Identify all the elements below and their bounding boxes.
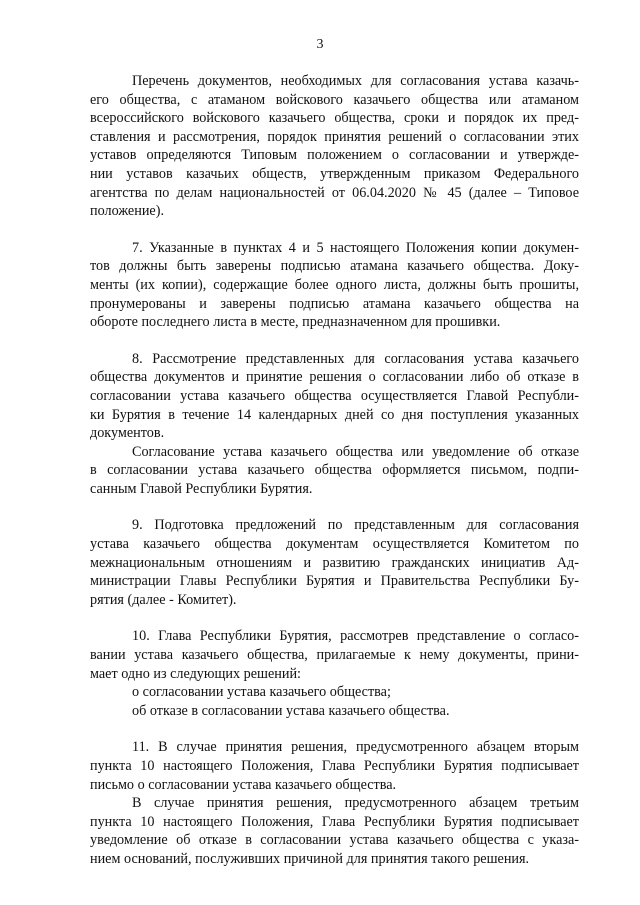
text-line: мает одно из следующих решений: [90, 665, 301, 682]
text-line: обороте последнего листа в месте, предназначенном для прошивки. [90, 314, 501, 331]
text-line: документов. [90, 425, 165, 442]
paragraph-item-9 [90, 516, 579, 609]
text-line: письмо о согласовании устава казачьего общества. [90, 776, 397, 793]
text-line: 8. Рассмотрение представленных для согласования устава казачьего [132, 350, 579, 367]
paragraph-item-11-refusal [90, 794, 579, 868]
paragraph-item-8 [90, 350, 579, 443]
paragraph-item-7 [90, 239, 579, 332]
text-line: в согласовании устава казачьего общества оформляется письмом, подпи- [90, 462, 579, 479]
paragraph-document-list [90, 72, 579, 221]
text-line: о согласовании устава казачьего общества; [132, 684, 391, 701]
text-line: уведомление об отказе в согласовании устава казачьего общества с указа- [90, 832, 579, 849]
text-line: ки Бурятия в течение 14 календарных дней со дня поступления указанных [90, 406, 579, 423]
text-line: межнациональным отношениям и развитию гражданских инициатив Ад- [90, 554, 579, 571]
text-line: пункта 10 настоящего Положения, Глава Республики Бурятия подписывает [90, 813, 579, 830]
list-item-refuse [90, 702, 579, 721]
text-line: министрации Главы Республики Бурятия и Правительства Республики Бу- [90, 573, 579, 590]
text-line: Согласование устава казачьего общества или уведомление об отказе [132, 443, 579, 460]
text-line: ставления и рассмотрения, порядок принятия решений о согласовании этих [90, 128, 579, 145]
text-line: его общества, с атаманом войскового казачьего общества или атаманом [90, 91, 579, 108]
text-line: пронумерованы и заверены подписью атамана казачьего общества на [90, 295, 579, 312]
text-line: согласовании устава казачьего общества осуществляется Главой Республи- [90, 387, 579, 404]
text-line: Перечень документов, необходимых для согласования устава казачь- [132, 73, 579, 89]
text-line: общества документов и принятие решения о согласовании либо об отказе в [90, 369, 579, 386]
text-line: агентства по делам национальностей от 06.04.2020 № 45 (далее – Типовое [90, 184, 579, 201]
text-line: пункта 10 настоящего Положения, Глава Республики Бурятия подписывает [90, 758, 579, 774]
text-line: уставов определяются Типовым положением о согласовании и утвержде- [90, 147, 579, 164]
text-line: 10. Глава Республики Бурятия, рассмотрев представление о согласо- [132, 628, 579, 645]
text-line: 11. В случае принятия решения, предусмотренного абзацем вторым [132, 739, 579, 756]
paragraph-item-10 [90, 627, 579, 683]
text-line: об отказе в согласовании устава казачьего общества. [132, 702, 450, 719]
text-line: 7. Указанные в пунктах 4 и 5 настоящего Положения копии докумен- [132, 239, 579, 256]
text-line: В случае принятия решения, предусмотренного абзацем третьим [132, 795, 579, 812]
text-line: нием оснований, послуживших причиной для принятия такого решения. [90, 850, 530, 867]
text-line: всероссийского войскового казачьего общества, сроки и порядок их пред- [90, 110, 579, 127]
document-body [90, 72, 579, 869]
text-line: тов должны быть заверены подписью атамана казачьего общества. Доку- [90, 258, 579, 275]
text-line: санным Главой Республики Бурятия. [90, 480, 313, 497]
text-line: устава казачьего общества документам осуществляется Комитетом по [90, 536, 579, 553]
text-line: рятия (далее - Комитет). [90, 591, 237, 608]
text-line: 9. Подготовка предложений по представленным для согласования [132, 517, 579, 534]
paragraph-item-8-approval [90, 443, 579, 499]
list-item-approve [90, 683, 579, 702]
paragraph-item-11 [90, 738, 579, 794]
text-line: вании устава казачьего общества, прилагаемые к нему документы, прини- [90, 647, 579, 664]
text-line: менты (их копии), содержащие более одного листа, должны быть прошиты, [90, 276, 579, 293]
text-line: положение). [90, 203, 164, 220]
text-line: нии уставов казачьих обществ, утвержденным приказом Федерального [90, 165, 579, 182]
page-number: 3 [316, 37, 324, 52]
